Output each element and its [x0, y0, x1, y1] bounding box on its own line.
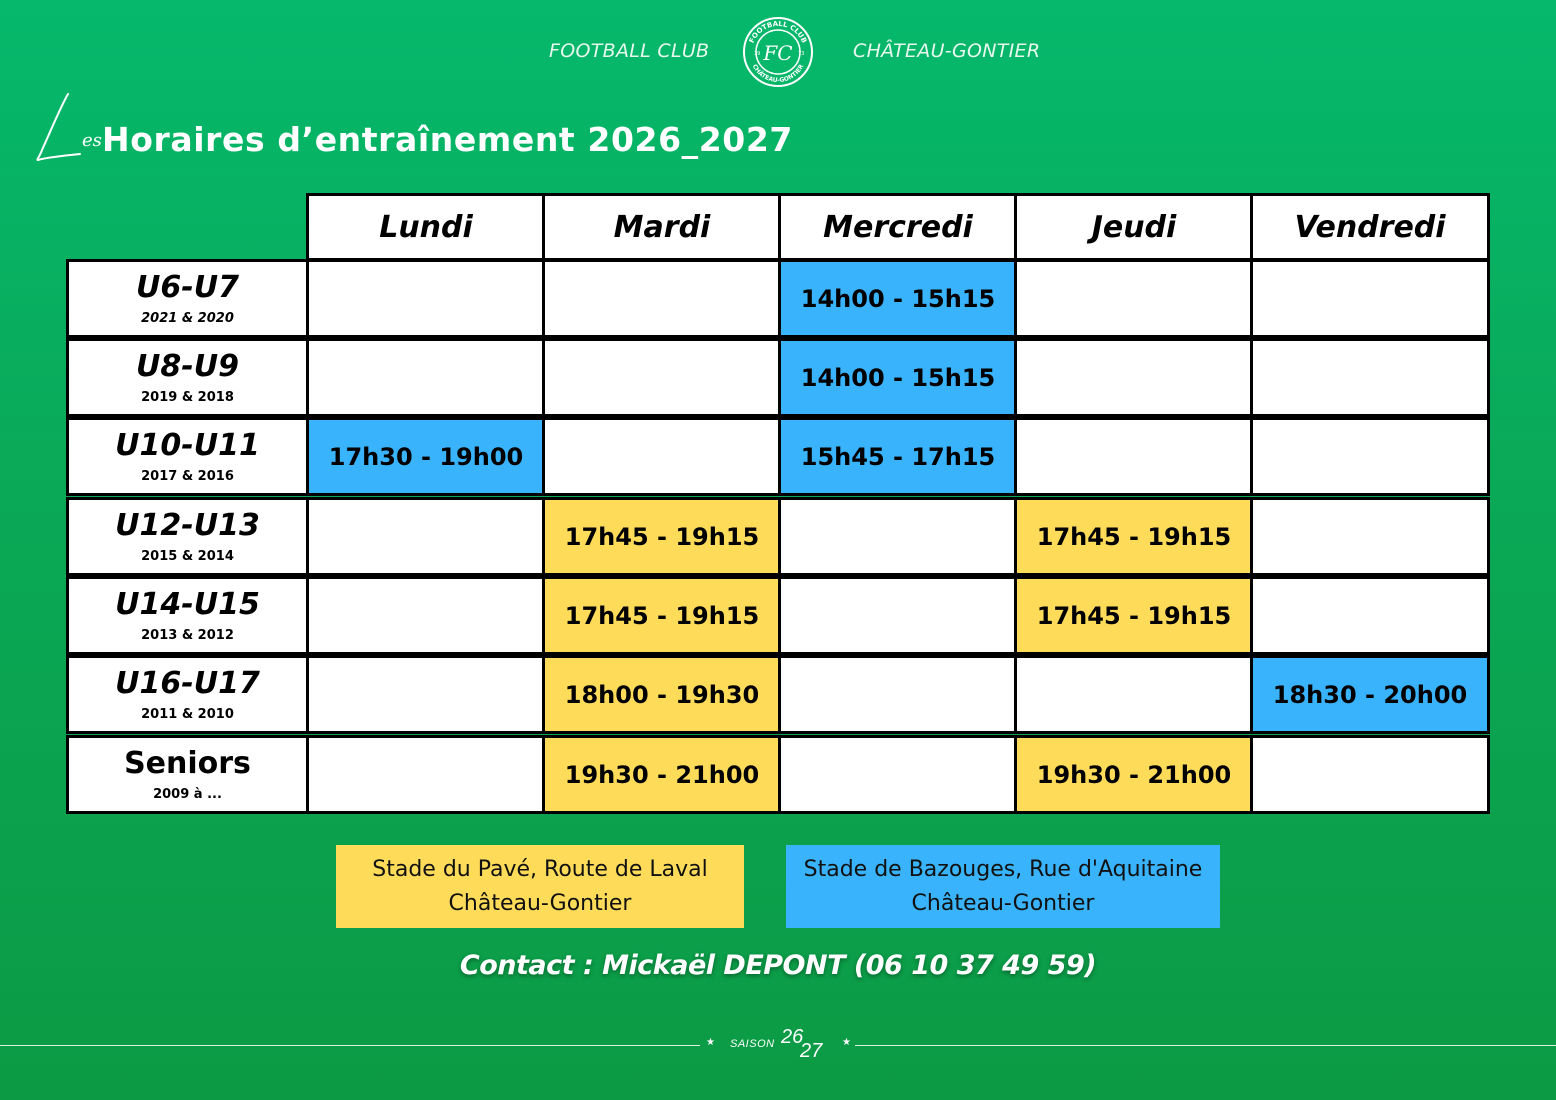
slot-seniors-mardi: 19h30 - 21h00: [542, 735, 782, 814]
contact-line: Contact : Mickaël DEPONT (06 10 37 49 59): [459, 950, 1097, 981]
slot-u8-u9-jeudi: [1014, 338, 1254, 417]
slot-u6-u7-mercredi: 14h00 - 15h15: [778, 259, 1018, 338]
footer-divider-right: [855, 1045, 1556, 1046]
slot-u14-u15-mardi: 17h45 - 19h15: [542, 576, 782, 655]
slot-u16-u17-vendredi: 18h30 - 20h00: [1250, 655, 1490, 734]
legend-stade-bazouges: [786, 845, 1220, 928]
category-seniors: [66, 735, 309, 814]
slot-u12-u13-lundi: [306, 497, 546, 576]
slot-u8-u9-vendredi: [1250, 338, 1490, 417]
slot-u6-u7-jeudi: [1014, 259, 1254, 338]
legend-stade-pave: [336, 845, 744, 928]
header-city-label: CHÂTEAU-GONTIER: [853, 40, 1041, 62]
logo-year-right: 73: [798, 51, 805, 57]
slot-u16-u17-mardi: 18h00 - 19h30: [542, 655, 782, 734]
footer-year-a: 26: [781, 1026, 804, 1048]
category-years: 2013 & 2012: [141, 628, 234, 643]
club-logo: [742, 16, 814, 88]
slot-u16-u17-mercredi: [778, 655, 1018, 734]
footer-star-icon: ★: [706, 1037, 715, 1048]
category-name: U8-U9: [136, 349, 239, 384]
logo-text-top: FOOTBALL CLUB: [747, 19, 809, 45]
category-name: Seniors: [124, 746, 251, 781]
slot-u14-u15-mercredi: [778, 576, 1018, 655]
slot-seniors-jeudi: 19h30 - 21h00: [1014, 735, 1254, 814]
svg-text:es: es: [82, 130, 102, 151]
footer-saison-label: SAISON: [730, 1038, 775, 1050]
logo-monogram: FC: [763, 41, 793, 65]
category-years: 2015 & 2014: [141, 549, 234, 564]
slot-u14-u15-vendredi: [1250, 576, 1490, 655]
slot-u8-u9-mardi: [542, 338, 782, 417]
slot-u10-u11-mardi: [542, 417, 782, 496]
slot-seniors-vendredi: [1250, 735, 1490, 814]
category-name: U6-U7: [136, 270, 239, 305]
category-name: U14-U15: [115, 587, 260, 622]
slot-u12-u13-mardi: 17h45 - 19h15: [542, 497, 782, 576]
logo-year-left: 19: [754, 51, 761, 57]
day-header-mardi: Mardi: [542, 193, 782, 261]
category-years: 2019 & 2018: [141, 390, 234, 405]
category-years: 2021 & 2020: [141, 311, 234, 326]
day-header-vendredi: Vendredi: [1250, 193, 1490, 261]
slot-u6-u7-lundi: [306, 259, 546, 338]
slot-seniors-mercredi: [778, 735, 1018, 814]
category-u12-u13: [66, 497, 309, 576]
slot-u10-u11-lundi: 17h30 - 19h00: [306, 417, 546, 496]
slot-u12-u13-mercredi: [778, 497, 1018, 576]
slot-u10-u11-jeudi: [1014, 417, 1254, 496]
slot-u10-u11-mercredi: 15h45 - 17h15: [778, 417, 1018, 496]
day-header-jeudi: Jeudi: [1014, 193, 1254, 261]
slot-u10-u11-vendredi: [1250, 417, 1490, 496]
day-header-lundi: Lundi: [306, 193, 546, 261]
page-title: Horaires d’entraînement 2026_2027: [102, 120, 793, 159]
day-header-mercredi: Mercredi: [778, 193, 1018, 261]
legend-stade-bazouges-line1: Stade de Bazouges, Rue d'Aquitaine: [803, 856, 1203, 882]
category-name: U10-U11: [115, 428, 260, 463]
slot-seniors-lundi: [306, 735, 546, 814]
legend-stade-pave-line1: Stade du Pavé, Route de Laval: [372, 856, 708, 882]
footer-year-b: 27: [800, 1040, 823, 1062]
slot-u14-u15-lundi: [306, 576, 546, 655]
category-name: U16-U17: [115, 666, 260, 701]
legend-stade-pave-line2: Château-Gontier: [448, 890, 632, 916]
slot-u16-u17-lundi: [306, 655, 546, 734]
category-years: 2017 & 2016: [141, 469, 234, 484]
category-u6-u7: [66, 259, 309, 338]
category-years: 2009 à ...: [153, 787, 222, 802]
title-les-script: [30, 88, 110, 168]
legend-stade-bazouges-line2: Château-Gontier: [911, 890, 1095, 916]
slot-u12-u13-vendredi: [1250, 497, 1490, 576]
logo-text-bottom: CHÂTEAU-GONTIER: [750, 63, 806, 85]
slot-u14-u15-jeudi: 17h45 - 19h15: [1014, 576, 1254, 655]
slot-u6-u7-mardi: [542, 259, 782, 338]
footer-star-icon: ★: [842, 1037, 851, 1048]
header-club-label: FOOTBALL CLUB: [549, 40, 710, 62]
category-years: 2011 & 2010: [141, 707, 234, 722]
slot-u6-u7-vendredi: [1250, 259, 1490, 338]
slot-u8-u9-lundi: [306, 338, 546, 417]
slot-u16-u17-jeudi: [1014, 655, 1254, 734]
category-u10-u11: [66, 417, 309, 496]
slot-u12-u13-jeudi: 17h45 - 19h15: [1014, 497, 1254, 576]
category-u14-u15: [66, 576, 309, 655]
category-u16-u17: [66, 655, 309, 734]
slot-u8-u9-mercredi: 14h00 - 15h15: [778, 338, 1018, 417]
category-u8-u9: [66, 338, 309, 417]
footer-divider-left: [0, 1045, 700, 1046]
category-name: U12-U13: [115, 508, 260, 543]
